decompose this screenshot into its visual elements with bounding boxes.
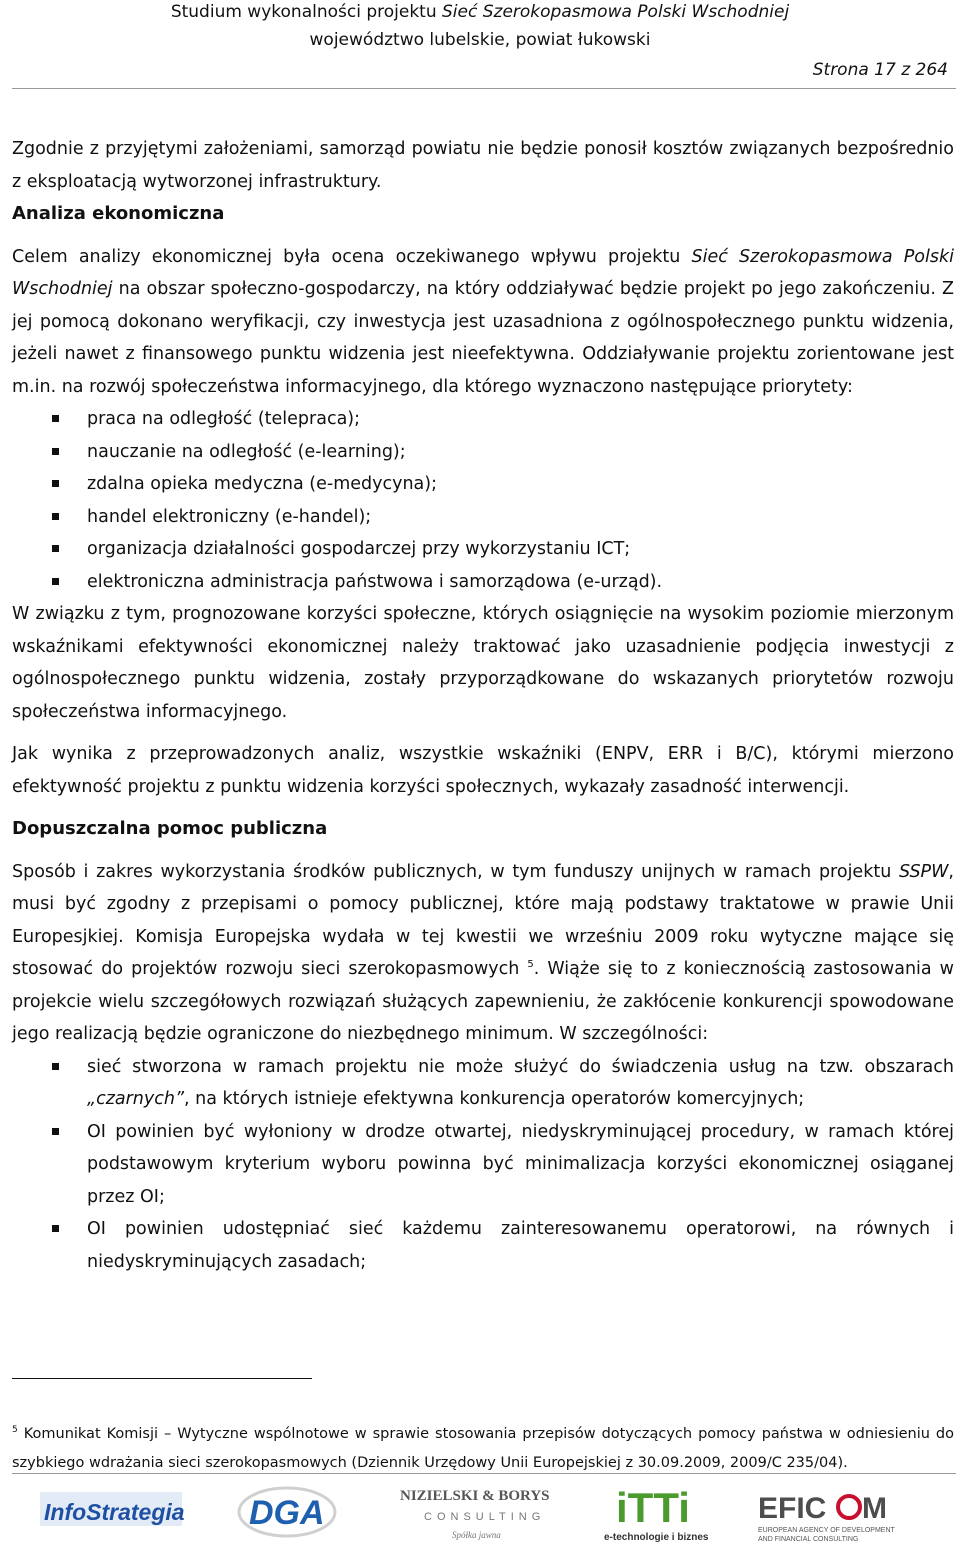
region-line: województwo lubelskie, powiat łukowski bbox=[309, 30, 651, 50]
spacer bbox=[12, 728, 954, 738]
text-run: Celem analizy ekonomicznej była ocena oczekiwanego wpływu projektu bbox=[12, 246, 692, 267]
project-name: Sieć Szerokopasmowa Polski Wschodniej bbox=[442, 2, 790, 22]
text-run: , musi być zgodny z przepisami o pomocy publicznej, które mają podstawy traktatowe w prawie Unii Europesjkiej. Komisja Europejska wydała w tej kwestii we wrześniu 2009 roku wytyczne mające się stosować do projektów rozwoju sieci szerokopasmowych bbox=[12, 861, 954, 979]
page-content bbox=[12, 133, 954, 1278]
footnote bbox=[12, 1420, 954, 1478]
partner-logos bbox=[0, 1478, 960, 1548]
spacer bbox=[12, 846, 954, 856]
eficom-text-end: M bbox=[862, 1492, 887, 1525]
itti-logo bbox=[598, 1478, 728, 1548]
eficom-text: EFIC bbox=[758, 1492, 827, 1525]
eficom-o-ring bbox=[838, 1496, 860, 1518]
list-item bbox=[12, 1051, 954, 1116]
paragraph-indicators: Jak wynika z przeprowadzonych analiz, wszystkie wskaźniki (ENPV, ERR i B/C), którymi mierzono efektywność projektu z punktu widzenia korzyści społecznych, wykazały zasadność interwencji. bbox=[12, 744, 954, 797]
footnote-text: Komunikat Komisji – Wytyczne wspólnotowe w sprawie stosowania przepisów dotyczących pomocy państwa w odniesieniu do szybkiego wdrażania sieci szerokopasmowych (Dziennik Urzędowy Unii Europejskiej z 30.09.2009, 2009/C 235/04). bbox=[12, 1426, 954, 1471]
nizielski-borys-logo bbox=[394, 1478, 554, 1548]
eficom-tagline-1: EUROPEAN AGENCY OF DEVELOPMENT bbox=[758, 1527, 895, 1534]
black-areas-italic: „czarnych” bbox=[87, 1089, 185, 1109]
footnote-ref[interactable]: 5 bbox=[527, 959, 534, 971]
paragraph-social-benefits: W związku z tym, prognozowane korzyści społeczne, których osiągnięcie na wysokim poziomie mierzonym wskaźnikami efektywności ekonomicznej należy traktować jako uzasadnienie podjęcia inwestycji z ogólnospołecznego punktu widzenia, zostały przyporządkowane do wskazanych priorytetów rozwoju społeczeństwa informacyjnego. bbox=[12, 604, 954, 722]
dga-text: DGA bbox=[249, 1494, 325, 1532]
footer-rule bbox=[12, 1473, 956, 1474]
eficom-logo bbox=[754, 1478, 904, 1548]
list-item: nauczanie na odległość (e-learning); bbox=[12, 436, 954, 469]
heading-public-aid: Dopuszczalna pomoc publiczna bbox=[12, 818, 328, 839]
spacer bbox=[12, 231, 954, 241]
text-run: . Wiąże się to z koniecznością zastosowania w projekcie wielu szczegółowych rozwiązań służących zapewnieniu, że zakłócenie konkurencji spowodowane jego realizacją będzie ograniczone do niezbędnego minimum. W szczególności: bbox=[12, 959, 954, 1044]
list-item: praca na odległość (telepraca); bbox=[12, 403, 954, 436]
text-run: na obszar społeczno-gospodarczy, na który oddziaływać będzie projekt po jego zakończeniu. Z jej pomocą dokonano weryfikacji, czy inwestycja jest uzasadniona z ogólnospołecznego punktu widzenia, jeżeli nawet z finansowego punktu widzenia jest nieefektywna. Oddziaływanie projektu zorientowane jest m.in. na rozwój społeczeństwa informacyjnego, dla którego wyznaczono następujące priorytety: bbox=[12, 279, 954, 397]
footnote-separator bbox=[12, 1378, 312, 1379]
text-run: , na których istnieje efektywna konkurencja operatorów komercyjnych; bbox=[184, 1089, 805, 1109]
itti-tagline: e-technologie i biznes bbox=[604, 1532, 709, 1543]
list-item: organizacja działalności gospodarczej przy wykorzystaniu ICT; bbox=[12, 533, 954, 566]
itti-text: iTTi bbox=[616, 1484, 690, 1531]
infostrategia-logo bbox=[36, 1478, 186, 1548]
list-item: elektroniczna administracja państwowa i samorządowa (e-urząd). bbox=[12, 566, 954, 599]
nizielski-name: NIZIELSKI & BORYS bbox=[400, 1488, 550, 1504]
study-title bbox=[0, 0, 960, 24]
sspw-italic: SSPW bbox=[898, 861, 949, 882]
infostrategia-text: InfoStrategia bbox=[44, 1499, 185, 1525]
text-run: Sposób i zakres wykorzystania środków publicznych, w tym funduszy unijnych w ramach projektu bbox=[12, 861, 899, 882]
footnote-number: 5 bbox=[12, 1425, 18, 1436]
header-rule bbox=[12, 88, 956, 89]
page-number: Strona 17 z 264 bbox=[812, 60, 948, 80]
dga-logo bbox=[235, 1478, 340, 1548]
conditions-list bbox=[12, 1051, 954, 1279]
list-item: zdalna opieka medyczna (e-medycyna); bbox=[12, 468, 954, 501]
heading-economic-analysis: Analiza ekonomiczna bbox=[12, 203, 225, 224]
paragraph-public-aid bbox=[12, 856, 954, 1051]
list-item: handel elektroniczny (e-handel); bbox=[12, 501, 954, 534]
text-run: sieć stworzona w ramach projektu nie może służyć do świadczenia usług na tzw. obszarach bbox=[87, 1056, 954, 1077]
study-title-prefix: Studium wykonalności projektu bbox=[170, 2, 443, 22]
nizielski-consulting: CONSULTING bbox=[424, 1511, 546, 1523]
project-name-italic: Sieć Szerokopasmowa Polski Wschodniej bbox=[12, 246, 954, 299]
eficom-tagline-2: AND FINANCIAL CONSULTING bbox=[758, 1536, 859, 1543]
nizielski-company-type: Spółka jawna bbox=[452, 1530, 501, 1540]
priorities-list bbox=[12, 403, 954, 598]
list-item: OI powinien być wyłoniony w drodze otwartej, niedyskryminującej procedury, w ramach której podstawowym kryterium wyboru powinna być minimalizacja korzyści ekonomicznej osiąganej przez OI; bbox=[12, 1116, 954, 1214]
list-item: OI powinien udostępniać sieć każdemu zainteresowanemu operatorowi, na równych i niedyskryminujących zasadach; bbox=[12, 1213, 954, 1278]
paragraph-costs: Zgodnie z przyjętymi założeniami, samorząd powiatu nie będzie ponosił kosztów związanych bezpośrednio z eksploatacją wytworzonej infrastruktury. bbox=[12, 139, 954, 192]
page-header bbox=[0, 0, 960, 116]
paragraph-economic-analysis bbox=[12, 241, 954, 404]
spacer bbox=[12, 803, 954, 813]
